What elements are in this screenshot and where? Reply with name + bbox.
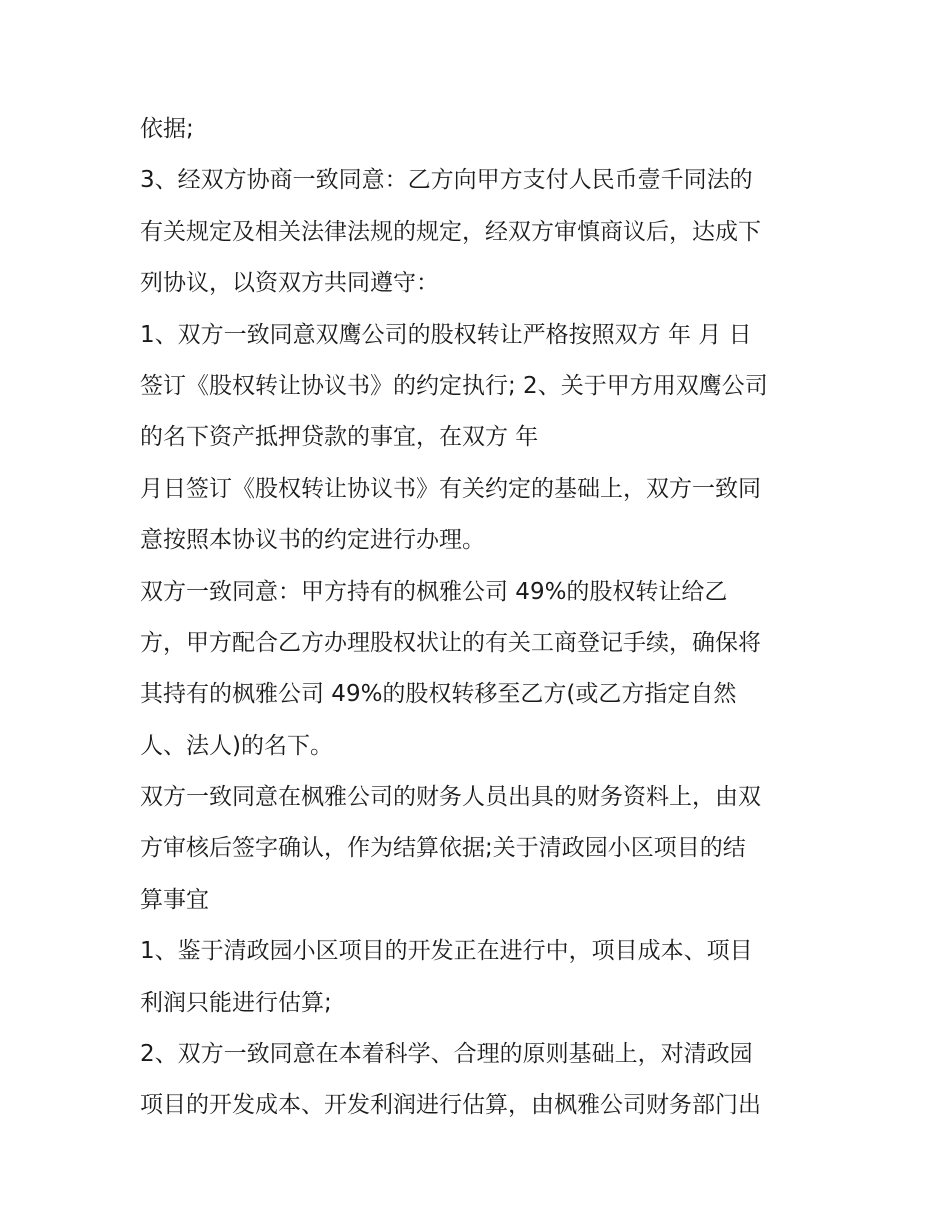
text-line: 其持有的枫雅公司 49%的股权转移至乙方(或乙方指定自然 <box>140 681 737 708</box>
text-line: 有关规定及相关法律法规的规定，经双方审慎商议后，达成下 <box>140 218 761 245</box>
text-line: 意按照本协议书的约定进行办理。 <box>140 527 485 554</box>
text-line: 列协议，以资双方共同遵守： <box>140 270 439 297</box>
document-body <box>140 104 830 1132</box>
text-line: 方审核后签字确认，作为结算依据;关于清政园小区项目的结 <box>140 835 746 862</box>
text-line: 算事宜 <box>140 886 209 913</box>
text-line: 签订《股权转让协议书》的约定执行; 2、关于甲方用双鹰公司 <box>140 372 768 399</box>
text-line: 的名下资产抵押贷款的事宜，在双方 年 <box>140 424 539 451</box>
text-line: 双方一致同意：甲方持有的枫雅公司 49%的股权转让给乙 <box>140 578 728 605</box>
text-line: 方，甲方配合乙方办理股权状让的有关工商登记手续，确保将 <box>140 629 761 656</box>
text-line: 依据; <box>140 116 194 142</box>
text-line: 2、双方一致同意在本着科学、合理的原则基础上，对清政园 <box>140 1041 753 1068</box>
text-line: 双方一致同意在枫雅公司的财务人员出具的财务资料上，由双 <box>140 784 761 811</box>
text-line: 利润只能进行估算; <box>140 989 332 1016</box>
text-line: 3、经双方协商一致同意：乙方向甲方支付人民币壹千同法的 <box>140 167 753 194</box>
text-line: 人、法人)的名下。 <box>140 732 333 759</box>
text-line: 1、鉴于清政园小区项目的开发正在进行中，项目成本、项目 <box>140 938 753 965</box>
text-line: 1、双方一致同意双鹰公司的股权转让严格按照双方 年 月 日 <box>140 321 752 348</box>
text-line: 项目的开发成本、开发利润进行估算，由枫雅公司财务部门出 <box>140 1092 761 1119</box>
text-line: 月日签订《股权转让协议书》有关约定的基础上，双方一致同 <box>140 475 761 502</box>
